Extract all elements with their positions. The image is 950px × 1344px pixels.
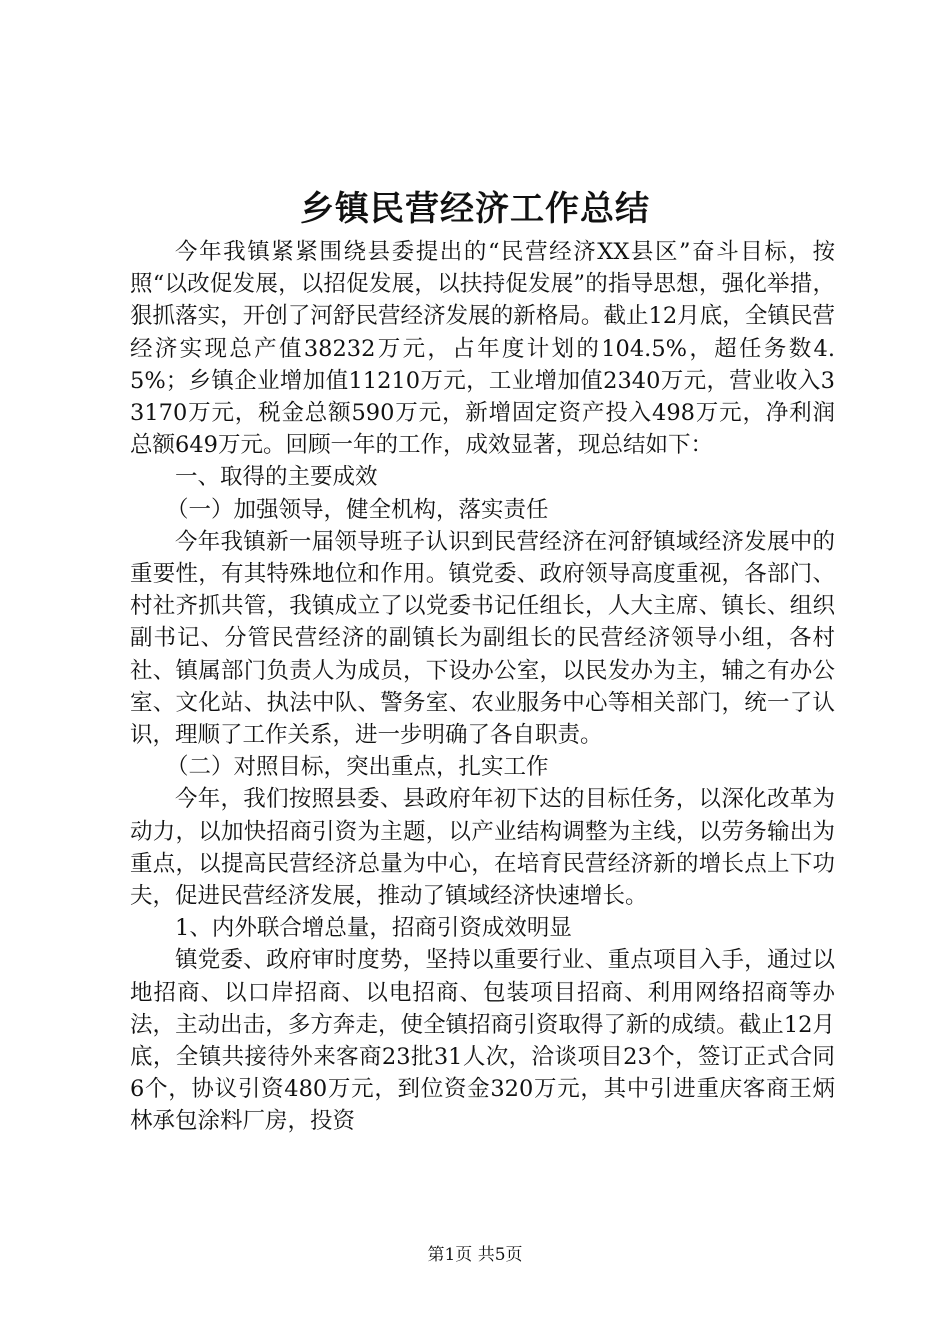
section-heading-1: 一、取得的主要成效 <box>175 464 378 491</box>
intro-paragraph: 今年我镇紧紧围绕县委提出的“民营经济XX县区”奋斗目标，按照“以改促发展，以招促发展，以扶持促发展”的指导思想，强化举措，狠抓落实，开创了河舒民营经济发展的新格局。截止12月底，全镇民营经济实现总产值38232万元，占年度计划的104.5%，超任务数4.5%；乡镇企业增加值11210万元，工业增加值2340万元，营业收入33170万元，税金总额590万元，新增固定资产投入498万元，净利润总额649万元。回顾一年的工作，成效显著，现总结如下： <box>130 239 835 459</box>
page-footer: 第1页 共5页 <box>427 1245 523 1265</box>
body-paragraph-1: 今年我镇新一届领导班子认识到民营经济在河舒镇域经济发展中的重要性，有其特殊地位和作用。镇党委、政府领导高度重视，各部门、村社齐抓共管，我镇成立了以党委书记任组长，人大主席、镇长、组织副书记、分管民营经济的副镇长为副组长的民营经济领导小组，各村社、镇属部门负责人为成员，下设办公室，以民发办为主，辅之有办公室、文化站、执法中队、警务室、农业服务中心等相关部门，统一了认识，理顺了工作关系，进一步明确了各自职责。 <box>130 528 835 749</box>
subsection-heading-1: （一）加强领导，健全机构，落实责任 <box>166 496 549 523</box>
subsection-heading-2: （二）对照目标，突出重点，扎实工作 <box>166 754 549 781</box>
document-title: 乡镇民营经济工作总结 <box>300 189 650 229</box>
body-paragraph-2: 今年，我们按照县委、县政府年初下达的目标任务，以深化改革为动力，以加快招商引资为主题，以产业结构调整为主线，以劳务输出为重点，以提高民营经济总量为中心，在培育民营经济新的增长点上下功夫，促进民营经济发展，推动了镇域经济快速增长。 <box>130 786 835 910</box>
document-body <box>130 236 835 1138</box>
item-heading-1: 1、内外联合增总量，招商引资成效明显 <box>175 915 572 942</box>
body-paragraph-3: 镇党委、政府审时度势，坚持以重要行业、重点项目入手，通过以地招商、以口岸招商、以电招商、包装项目招商、利用网络招商等办法，主动出击，多方奔走，使全镇招商引资取得了新的成绩。截止12月底，全镇共接待外来客商23批31人次，洽谈项目23个，签订正式合同6个，协议引资480万元，到位资金320万元，其中引进重庆客商王炳林承包涂料厂房，投资 <box>130 947 835 1135</box>
